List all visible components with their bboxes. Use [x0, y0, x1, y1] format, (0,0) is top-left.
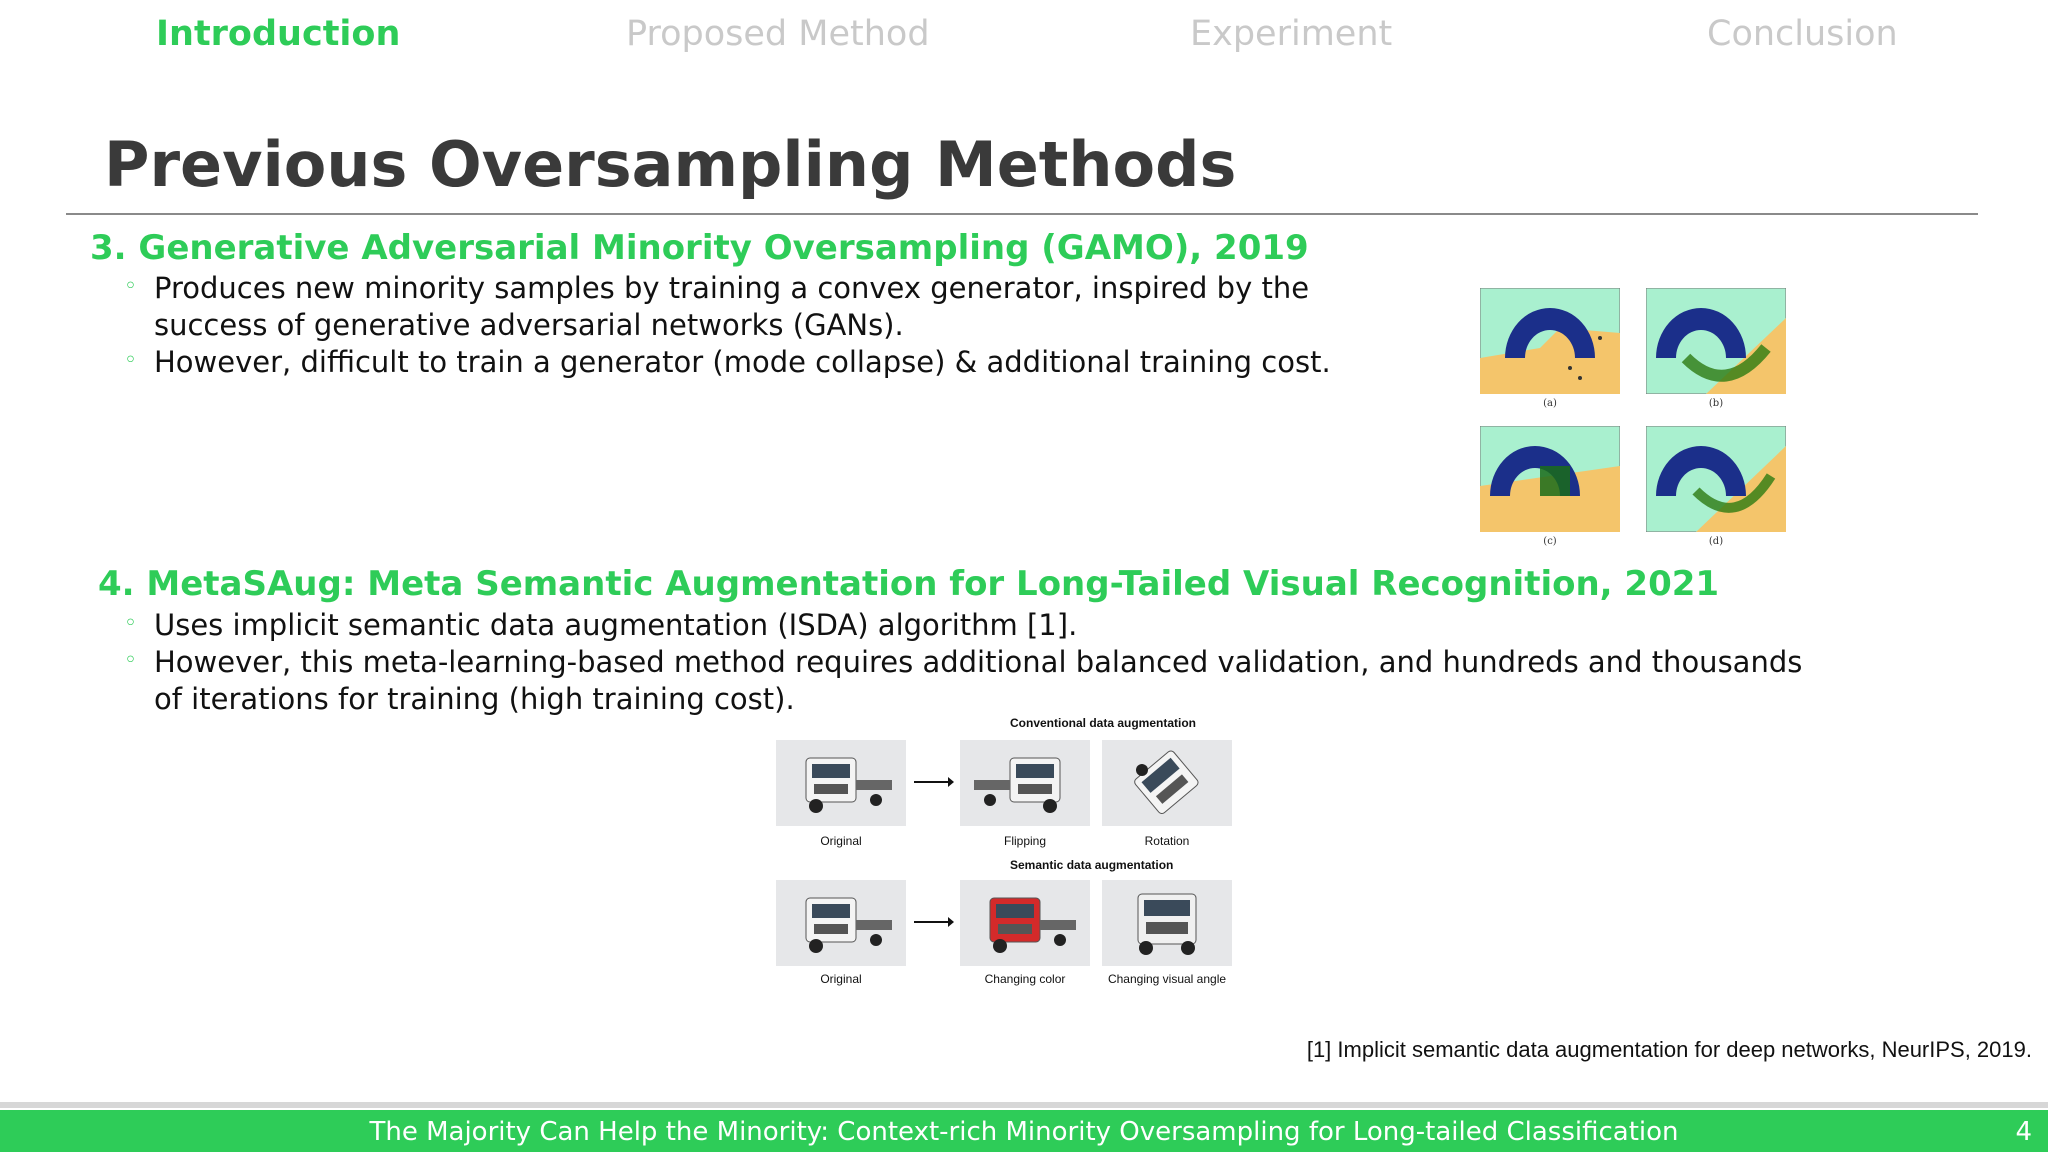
footer-bar [0, 1110, 2048, 1152]
caption-rotation: Rotation [1144, 834, 1190, 848]
truck-original-image-2 [776, 880, 906, 966]
nav-item-introduction[interactable]: Introduction [156, 14, 401, 54]
bullet-text: Uses implicit semantic data augmentation (ISDA) algorithm [1]. [154, 608, 1078, 642]
section-heading-metasaug: 4. MetaSAug: Meta Semantic Augmentation for Long-Tailed Visual Recognition, 2021 [98, 564, 1720, 604]
bullet-circle-icon: ◦ [124, 348, 137, 373]
list-item [124, 644, 1824, 718]
list-item [124, 607, 1824, 644]
arrow-right-icon [914, 916, 954, 928]
caption-changing-color: Changing color [984, 972, 1066, 986]
bullet-text: However, this meta-learning-based method requires additional balanced validation, and hundreds and thousands of iterations for training (high training cost). [154, 645, 1803, 716]
truck-flipped-image [960, 740, 1090, 826]
footer-title: The Majority Can Help the Minority: Context-rich Minority Oversampling for Long-tailed Classification [369, 1117, 1679, 1147]
list-item [124, 344, 1424, 381]
arrow-right-icon [914, 776, 954, 788]
gamo-bullet-list [124, 270, 1424, 381]
bullet-circle-icon: ◦ [124, 648, 137, 673]
section-heading-gamo: 3. Generative Adversarial Minority Oversampling (GAMO), 2019 [90, 228, 1309, 268]
gamo-caption-d: (d) [1708, 536, 1724, 547]
caption-original-1: Original [820, 834, 862, 848]
semantic-augmentation-title: Semantic data augmentation [1010, 858, 1174, 872]
gamo-figure [1476, 286, 1792, 554]
bullet-text: However, difficult to train a generator (mode collapse) & additional training cost. [154, 345, 1331, 379]
list-item [124, 270, 1424, 344]
slide-title: Previous Oversampling Methods [104, 128, 1237, 201]
bullet-circle-icon: ◦ [124, 274, 137, 299]
gamo-caption-a: (a) [1543, 398, 1557, 409]
footer-divider [0, 1102, 2048, 1108]
bullet-circle-icon: ◦ [124, 611, 137, 636]
truck-rotated-image [1102, 740, 1232, 826]
title-divider [66, 213, 1978, 215]
section-nav [0, 14, 2048, 74]
gamo-caption-c: (c) [1543, 536, 1557, 547]
nav-item-proposed-method[interactable]: Proposed Method [626, 14, 930, 54]
truck-original-image [776, 740, 906, 826]
caption-original-2: Original [820, 972, 862, 986]
metasaug-bullet-list [124, 607, 1824, 718]
gamo-plot-c [1480, 426, 1620, 532]
nav-item-experiment[interactable]: Experiment [1190, 14, 1393, 54]
gamo-plot-d [1646, 426, 1786, 532]
gamo-plot-a [1480, 288, 1620, 394]
footnote: [1] Implicit semantic data augmentation for deep networks, NeurIPS, 2019. [1306, 1037, 2032, 1062]
bullet-text: Produces new minority samples by training a convex generator, inspired by the success of generative adversarial networks (GANs). [154, 271, 1310, 342]
page-number: 4 [2015, 1117, 2032, 1147]
gamo-caption-b: (b) [1708, 398, 1724, 409]
conventional-augmentation-title: Conventional data augmentation [1010, 716, 1197, 730]
truck-front-view-image [1102, 880, 1232, 966]
caption-flipping: Flipping [1003, 834, 1047, 848]
nav-item-conclusion[interactable]: Conclusion [1707, 14, 1898, 54]
caption-changing-visual-angle: Changing visual angle [1107, 972, 1227, 986]
truck-red-image [960, 880, 1090, 966]
gamo-plot-b [1646, 288, 1786, 394]
metasaug-figure [774, 712, 1234, 988]
